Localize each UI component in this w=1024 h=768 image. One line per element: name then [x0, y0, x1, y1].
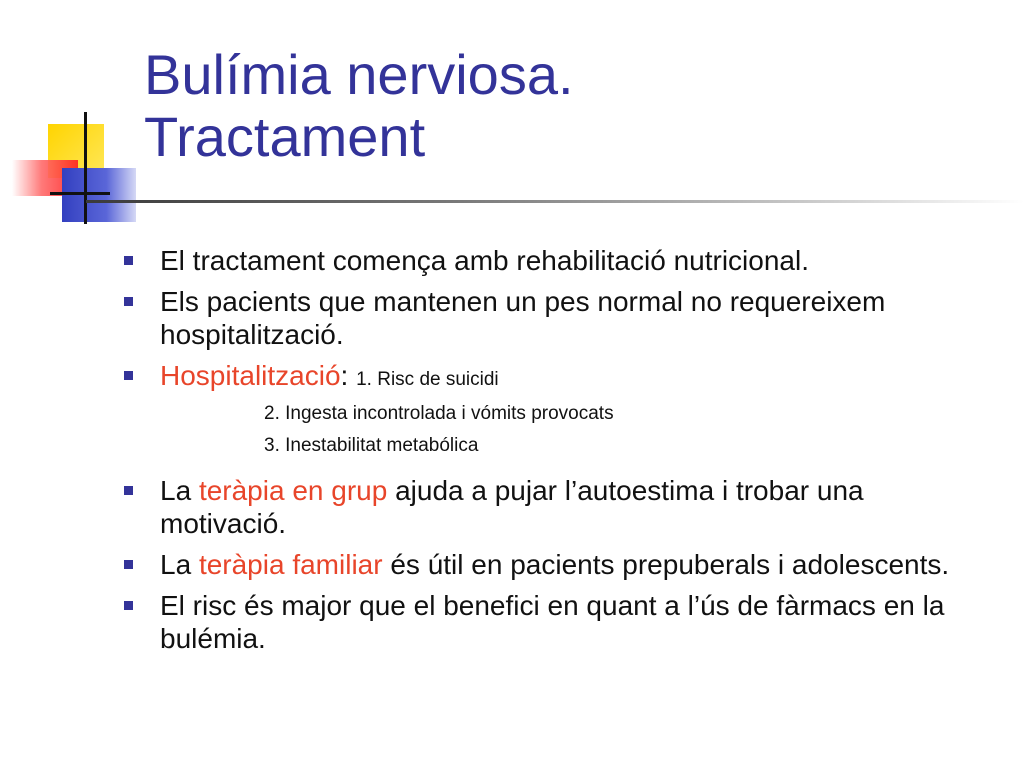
- criterion-3: 3. Inestabilitat metabólica: [264, 435, 479, 456]
- horizontal-line: [50, 192, 110, 195]
- square-bullet-icon: [124, 256, 133, 265]
- bullet-item-normal-weight: [116, 285, 996, 351]
- bullet-text: Els pacients que mantenen un pes normal no requereixem hospitalització.: [160, 286, 886, 350]
- vertical-line: [84, 112, 87, 224]
- square-bullet-icon: [124, 371, 133, 380]
- bullet-item-family-therapy: [116, 548, 996, 581]
- text-before: La: [160, 475, 199, 506]
- highlight-hospitalization: Hospitalització: [160, 360, 341, 391]
- bullet-item-drugs: [116, 589, 996, 655]
- square-bullet-icon: [124, 601, 133, 610]
- square-bullet-icon: [124, 560, 133, 569]
- slide-title: [144, 44, 1004, 168]
- criterion-2: 2. Ingesta incontrolada i vómits provocats: [264, 403, 614, 424]
- criterion-1: 1. Risc de suicidi: [356, 369, 499, 390]
- highlight-group-therapy: teràpia en grup: [198, 475, 388, 506]
- text-after: és útil en pacients prepuberals i adolescents.: [382, 549, 950, 580]
- hospitalization-criteria: [116, 398, 996, 462]
- square-bullet-icon: [124, 486, 133, 495]
- title-divider: [86, 200, 1024, 203]
- bullet-text: El tractament comença amb rehabilitació nutricional.: [160, 245, 809, 276]
- bullet-item-nutritional: [116, 244, 996, 277]
- text-before: La: [160, 549, 199, 580]
- title-line-2: Tractament: [144, 105, 426, 168]
- title-line-1: Bulímia nerviosa.: [144, 43, 574, 106]
- bullet-item-group-therapy: [116, 474, 996, 540]
- bullet-text: El risc és major que el benefici en quant a l’ús de fàrmacs en la bulémia.: [160, 590, 945, 654]
- blue-square: [62, 168, 136, 222]
- square-bullet-icon: [124, 297, 133, 306]
- bullet-item-hospitalization: [116, 359, 996, 396]
- highlight-family-therapy: teràpia familiar: [198, 549, 383, 580]
- bullet-list: [116, 244, 996, 663]
- colon: :: [340, 360, 349, 391]
- text-after: ajuda a pujar l’autoestima i trobar una motivació.: [160, 475, 864, 539]
